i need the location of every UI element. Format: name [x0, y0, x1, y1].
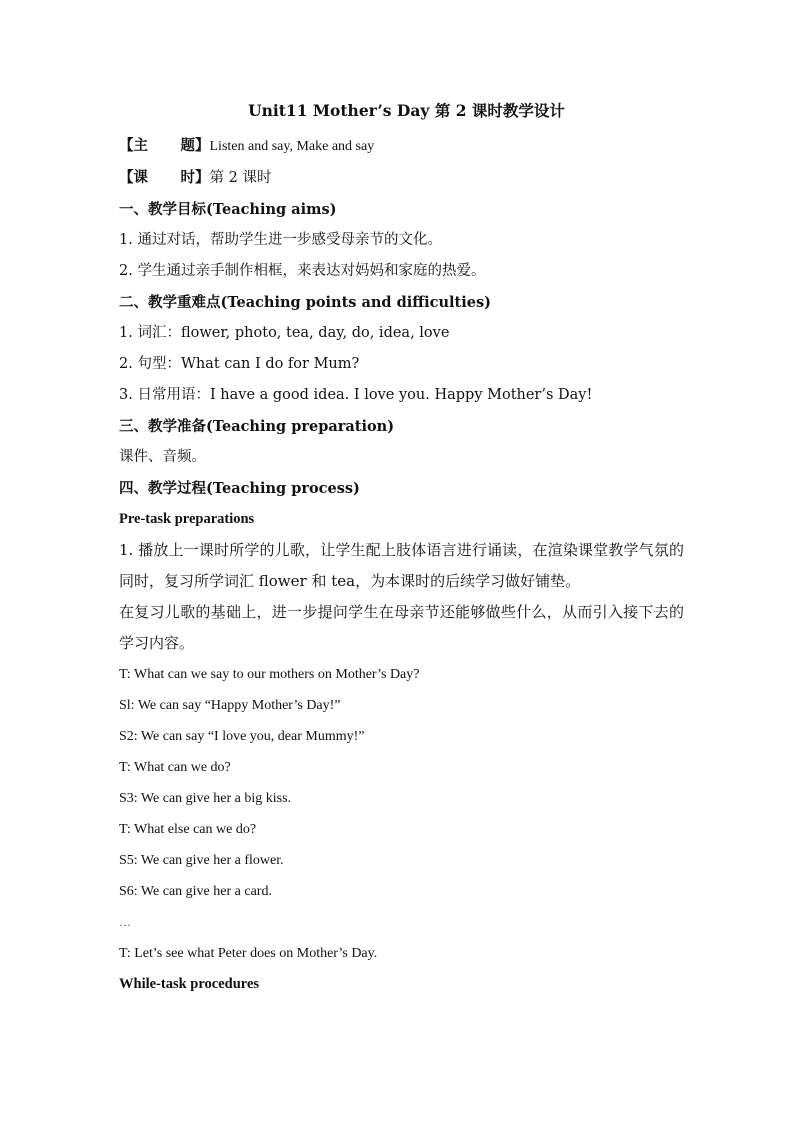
period-bracket-close: 】 — [195, 169, 210, 186]
dialogue-line: S2: We can say “I love you, dear Mummy!” — [119, 729, 365, 744]
pre-task-heading: Pre-task preparations — [119, 511, 255, 527]
period-label-char-2: 时 — [180, 169, 195, 186]
topic-label-char-1: 主 — [133, 137, 148, 154]
preparation-text: 课件、音频。 — [119, 449, 206, 465]
topic-label — [119, 137, 210, 154]
topic-label-char-2: 题 — [180, 137, 195, 154]
period-line — [119, 162, 694, 194]
while-task-heading: While-task procedures — [119, 976, 260, 992]
dialogue-line: T: What can we do? — [119, 760, 231, 775]
period-value: 第 2 课时 — [209, 170, 272, 186]
process-paragraph: 在复习儿歌的基础上，进一步提问学生在母亲节还能够做些什么，从而引入接下去的学习内容。 — [119, 603, 684, 652]
document-title: Unit11 Mother’s Day 第 2 课时教学设计 — [248, 101, 565, 120]
dialogue-line: S5: We can give her a flower. — [119, 853, 284, 868]
dialogue-line: Sl: We can say “Happy Mother’s Day!” — [119, 698, 341, 713]
section-heading-points: 二、教学重难点(Teaching points and difficulties) — [119, 294, 492, 311]
period-label — [119, 169, 210, 186]
dialogue-line: T: Let’s see what Peter does on Mother’s Day. — [119, 946, 378, 961]
topic-line — [119, 130, 694, 162]
topic-bracket-open: 【 — [119, 137, 134, 154]
topic-value: Listen and say, Make and say — [209, 139, 375, 154]
dialogue-ellipsis: … — [119, 915, 131, 929]
section-heading-aims: 一、教学目标(Teaching aims) — [119, 201, 337, 218]
aims-item: 1. 通过对话，帮助学生进一步感受母亲节的文化。 — [119, 232, 442, 248]
points-item: 1. 词汇：flower, photo, tea, day, do, idea, love — [119, 325, 450, 341]
aims-item: 2. 学生通过亲手制作相框，来表达对妈妈和家庭的热爱。 — [119, 263, 486, 279]
dialogue-line: S6: We can give her a card. — [119, 884, 272, 899]
points-item: 3. 日常用语：I have a good idea. I love you. Happy Mother’s Day! — [119, 387, 593, 403]
period-bracket-open: 【 — [119, 169, 134, 186]
section-heading-process: 四、教学过程(Teaching process) — [119, 480, 360, 497]
dialogue-line: S3: We can give her a big kiss. — [119, 791, 292, 806]
dialogue-line: T: What can we say to our mothers on Mother’s Day? — [119, 667, 420, 682]
section-heading-preparation: 三、教学准备(Teaching preparation) — [119, 418, 395, 435]
process-paragraph: 1. 播放上一课时所学的儿歌，让学生配上肢体语言进行诵读，在渲染课堂教学气氛的同时，复习所学词汇 flower 和 tea，为本课时的后续学习做好铺垫。 — [119, 541, 684, 590]
topic-bracket-close: 】 — [195, 137, 210, 154]
dialogue-line: T: What else can we do? — [119, 822, 257, 837]
points-item: 2. 句型：What can I do for Mum? — [119, 356, 360, 372]
period-label-char-1: 课 — [133, 169, 148, 186]
